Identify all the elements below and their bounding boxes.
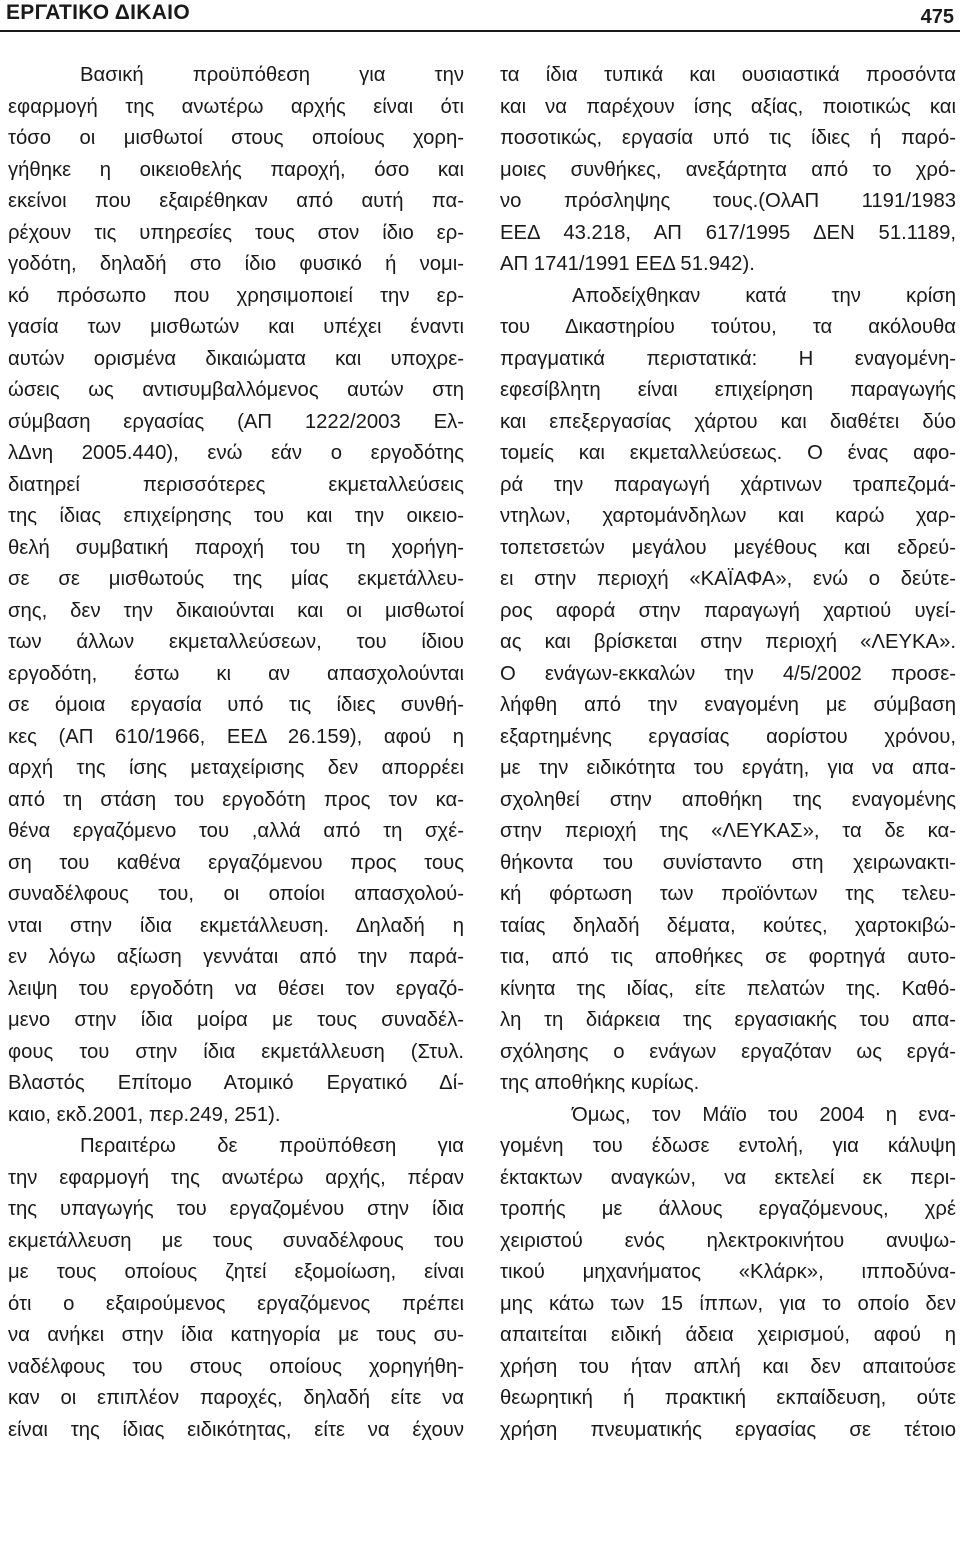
text-line: απαιτείται ειδική άδεια χειρισμού, αφού η: [500, 1324, 956, 1346]
text-line: Ο ενάγων-εκκαλών την 4/5/2002 προσε-: [500, 662, 956, 685]
text-line: να ανήκει στην ίδια κατηγορία με τους συ-: [8, 1324, 464, 1346]
text-line: διατηρεί περισσότερες εκμεταλλεύσεις: [8, 473, 464, 496]
text-line: Αποδείχθηκαν κατά την κρίση: [572, 284, 956, 307]
text-line: από τη στάση του εργοδότη προς τον κα-: [8, 788, 464, 811]
text-line: ρος αφορά στην παραγωγή χαρτιού υγεί-: [500, 599, 956, 622]
text-line: ρέχουν τις υπηρεσίες τους στον ίδιο ερ-: [8, 221, 464, 244]
text-line: Βασική προϋπόθεση για την: [80, 64, 464, 86]
page-number: 475: [920, 6, 954, 28]
text-line: και επεξεργασίας χάρτου και διαθέτει δύο: [500, 410, 956, 433]
text-line: γήθηκε η οικειοθελής παροχή, όσο και: [8, 158, 464, 181]
text-line: ει στην περιοχή «ΚΑΪΑΦΑ», ενώ ο δεύτε-: [500, 568, 956, 590]
text-line: σύμβαση εργασίας (ΑΠ 1222/2003 Ελ-: [8, 410, 464, 433]
right-text-column: [500, 60, 956, 1446]
text-line: ώσεις ως αντισυμβαλλόμενος αυτών στη: [8, 379, 464, 401]
text-line: την εφαρμογή της ανωτέρω αρχής, πέραν: [8, 1166, 464, 1189]
text-line: σε όμοια εργασία υπό τις ίδιες συνθή-: [8, 694, 464, 716]
text-line: των άλλων εκμεταλλεύσεων, του ίδιου: [8, 631, 464, 653]
text-line: ας και βρίσκεται στην περιοχή «ΛΕΥΚΑ».: [500, 631, 956, 653]
text-line: καν οι επιπλέον παροχές, δηλαδή είτε να: [8, 1387, 464, 1409]
text-line: αρχή της ίσης μεταχείρισης δεν απορρέει: [8, 757, 464, 779]
text-line: τικού μηχανήματος «Κλάρκ», ιπποδύνα-: [500, 1261, 956, 1283]
text-line: τροπής με άλλους εργαζόμενους, χρέ: [500, 1198, 956, 1220]
text-line: νο πρόσληψης τους.(ΟλΑΠ 1191/1983: [500, 190, 956, 212]
text-line: τομείς και εκμεταλλεύσεως. Ο ένας αφο-: [500, 442, 956, 464]
text-line: εξαρτημένης εργασίας αορίστου χρόνου,: [500, 725, 956, 748]
text-line: τια, από τις αποθήκες σε φορτηγά αυτο-: [500, 946, 956, 968]
text-line: εκείνοι που εξαιρέθηκαν από αυτή πα-: [8, 190, 464, 212]
text-line: καιο, εκδ.2001, περ.249, 251).: [8, 1103, 281, 1126]
text-line: κες (ΑΠ 610/1966, ΕΕΔ 26.159), αφού η: [8, 725, 464, 748]
text-line: της αποθήκης κυρίως.: [500, 1072, 700, 1094]
text-line: χρήση του ήταν απλή και δεν απαιτούσε: [500, 1355, 956, 1378]
text-line: ντηλων, χαρτομάνδηλων και καρώ χαρ-: [500, 505, 956, 527]
text-line: ρά την παραγωγή χάρτινων τραπεζομά-: [500, 473, 956, 496]
text-line: ποσοτικώς, εργασία υπό τις ίδιες ή παρό-: [500, 127, 956, 149]
text-line: νται στην ίδια εκμετάλλευση. Δηλαδή η: [8, 914, 464, 937]
text-line: είναι της ίδιας ειδικότητας, είτε να έχουν: [8, 1418, 464, 1441]
text-line: με την ειδικότητα του εργάτη, για να απα-: [500, 757, 956, 779]
text-line: ταίας δηλαδή δέματα, κούτες, χαρτοκιβώ-: [500, 914, 956, 937]
text-line: εργοδότη, έστω κι αν απασχολούνται: [8, 662, 464, 685]
text-line: θεωρητική ή πρακτική εκπαίδευση, ούτε: [500, 1387, 956, 1409]
running-title: ΕΡΓΑΤΙΚΟ ΔΙΚΑΙΟ: [6, 1, 190, 24]
text-line: ότι ο εξαιρούμενος εργαζόμενος πρέπει: [8, 1292, 464, 1315]
text-line: ση του καθένα εργαζόμενου προς τους: [8, 851, 464, 874]
text-line: της ίδιας επιχείρησης του και την οικειο-: [8, 505, 464, 527]
text-line: τόσο οι μισθωτοί στους οποίους χορη-: [8, 127, 464, 149]
text-line: τοπετσετών μεγάλου μεγέθους και εδρεύ-: [500, 536, 956, 559]
text-line: γασία των μισθωτών και υπέχει έναντι: [8, 316, 464, 338]
text-line: εν λόγω αξίωση γεννάται από την παρά-: [8, 946, 464, 968]
text-line: έκτακτων αναγκών, να εκτελεί εκ περι-: [500, 1166, 956, 1189]
text-line: λειψη του εργοδότη να θέσει τον εργαζό-: [8, 977, 464, 1000]
text-line: ΕΕΔ 43.218, ΑΠ 617/1995 ΔΕΝ 51.1189,: [500, 221, 956, 244]
text-line: μενο στην ίδια μοίρα με τους συναδέλ-: [8, 1009, 464, 1031]
text-line: σε σε μισθωτούς της μίας εκμετάλλευ-: [8, 568, 464, 590]
text-line: χρήση πνευματικής εργασίας σε τέτοιο: [500, 1418, 956, 1441]
text-line: λη τη διάρκεια της εργασιακής του απα-: [500, 1009, 956, 1031]
text-line: Περαιτέρω δε προϋπόθεση για: [80, 1135, 464, 1157]
page-header: [0, 0, 960, 32]
text-line: και να παρέχουν ίσης αξίας, ποιοτικώς και: [500, 95, 956, 118]
text-line: κό πρόσωπο που χρησιμοποιεί την ερ-: [8, 284, 464, 307]
text-line: θένα εργαζόμενο του ,αλλά από τη σχέ-: [8, 820, 464, 842]
text-line: θελή συμβατική παροχή του τη χορήγη-: [8, 536, 464, 559]
text-line: λΔνη 2005.440), ενώ εάν ο εργοδότης: [8, 442, 464, 464]
text-line: κή φόρτωση των προϊόντων της τελευ-: [500, 883, 956, 905]
text-line: σης, δεν την δικαιούνται και οι μισθωτοί: [8, 599, 464, 622]
text-line: Όμως, τον Μάϊο του 2004 η ενα-: [572, 1103, 956, 1126]
left-text-column: [8, 60, 464, 1446]
text-line: πραγματικά περιστατικά: Η εναγομένη-: [500, 347, 956, 370]
text-line: κίνητα της ιδίας, είτε πελατών της. Καθό-: [500, 977, 956, 1000]
text-line: σχόλησης ο ενάγων εργαζόταν ως εργά-: [500, 1040, 956, 1063]
text-line: λήφθη από την εναγομένη με σύμβαση: [500, 694, 956, 716]
text-line: ΑΠ 1741/1991 ΕΕΔ 51.942).: [500, 253, 755, 275]
text-line: μοιες συνθήκες, ανεξάρτητα από το χρό-: [500, 158, 956, 181]
text-line: Βλαστός Επίτομο Ατομικό Εργατικό Δί-: [8, 1072, 464, 1094]
text-line: χειριστού ενός ηλεκτροκινήτου ανυψω-: [500, 1229, 956, 1252]
text-line: γοδότη, δηλαδή στο ίδιο φυσικό ή νομι-: [8, 253, 464, 275]
text-line: εφεσίβλητη είναι επιχείρηση παραγωγής: [500, 379, 956, 401]
text-line: του Δικαστηρίου τούτου, τα ακόλουθα: [500, 316, 956, 338]
text-line: της υπαγωγής του εργαζομένου στην ίδια: [8, 1198, 464, 1220]
text-line: συναδέλφους του, οι οποίοι απασχολού-: [8, 883, 464, 905]
text-line: τα ίδια τυπικά και ουσιαστικά προσόντα: [500, 64, 956, 86]
text-line: με τους οποίους ζητεί εξομοίωση, είναι: [8, 1261, 464, 1283]
text-line: σχοληθεί στην αποθήκη της εναγομένης: [500, 788, 956, 811]
text-line: θήκοντα του συνίσταντο στη χειρωνακτι-: [500, 851, 956, 874]
text-line: ναδέλφους του στους οποίους χορηγήθη-: [8, 1355, 464, 1378]
text-line: μης κάτω των 15 ίππων, για το οποίο δεν: [500, 1292, 956, 1315]
text-line: εκμετάλλευση με τους συναδέλφους του: [8, 1229, 464, 1252]
text-line: στην περιοχή της «ΛΕΥΚΑΣ», τα δε κα-: [500, 820, 956, 842]
text-line: εφαρμογή της ανωτέρω αρχής είναι ότι: [8, 95, 464, 118]
text-line: αυτών ορισμένα δικαιώματα και υποχρε-: [8, 347, 464, 370]
text-line: γομένη του έδωσε εντολή, για κάλυψη: [500, 1135, 956, 1157]
text-line: φους του στην ίδια εκμετάλλευση (Στυλ.: [8, 1040, 464, 1063]
